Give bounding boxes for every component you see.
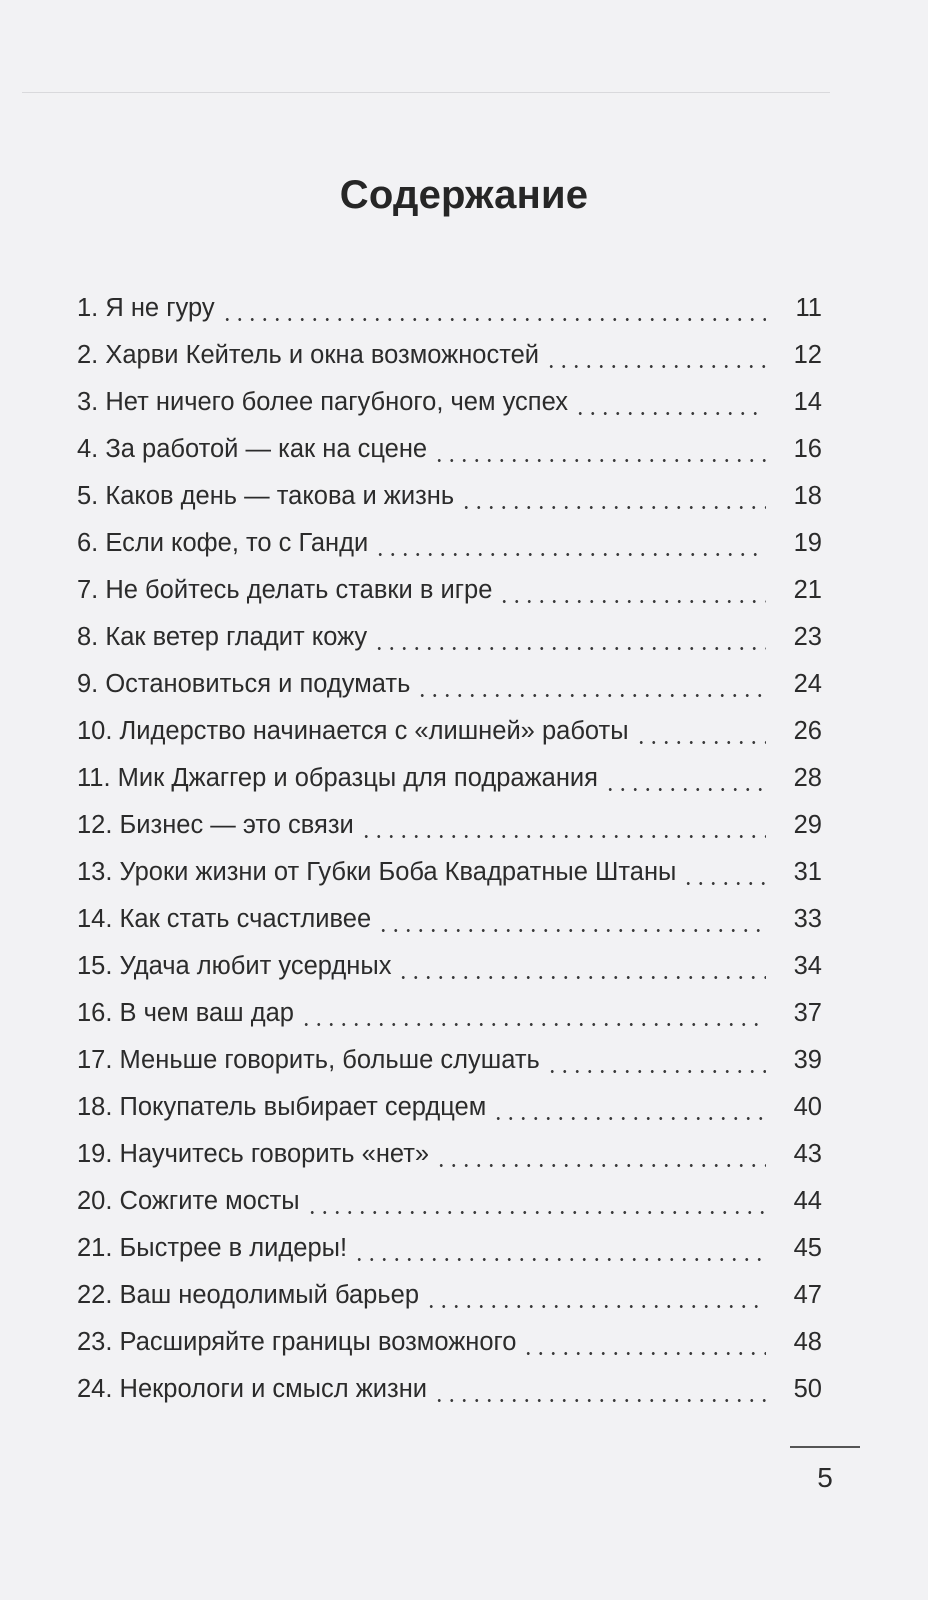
dot-leader <box>397 976 766 979</box>
dot-leader <box>492 1117 766 1120</box>
dot-leader <box>604 788 766 791</box>
toc-entry-label: 12. Бизнес — это связи <box>77 811 354 839</box>
dot-leader <box>221 318 766 321</box>
dot-leader <box>373 647 766 650</box>
toc-entry-label: 5. Каков день — такова и жизнь <box>77 482 455 510</box>
toc-entry <box>77 1319 822 1366</box>
toc-entry-label: 21. Быстрее в лидеры! <box>77 1234 348 1262</box>
toc-entry <box>77 708 822 755</box>
toc-entry-page: 21 <box>793 576 822 604</box>
toc-entry-label: 1. Я не гуру <box>77 294 215 322</box>
toc-entry <box>77 1366 822 1413</box>
toc-entry-label: 7. Не бойтесь делать ставки в игре <box>77 576 493 604</box>
toc-entry-label: 10. Лидерство начинается с «лишней» работы <box>77 717 629 745</box>
dot-leader <box>635 741 766 744</box>
dot-leader <box>306 1211 766 1214</box>
dot-leader <box>433 459 766 462</box>
toc-entry-page: 33 <box>793 905 822 933</box>
toc-entry <box>77 802 822 849</box>
dot-leader <box>498 600 766 603</box>
header-rule <box>22 92 830 93</box>
toc-entry-page: 40 <box>793 1093 822 1121</box>
toc-entry-label: 6. Если кофе, то с Ганди <box>77 529 369 557</box>
page-number: 5 <box>817 1462 833 1493</box>
toc-entry-page: 31 <box>793 858 822 886</box>
toc-entry-page: 29 <box>793 811 822 839</box>
toc-entry-label: 8. Как ветер гладит кожу <box>77 623 368 651</box>
toc-entry-page: 19 <box>793 529 822 557</box>
toc-entry-page: 50 <box>793 1375 822 1403</box>
toc-entry-page: 28 <box>793 764 822 792</box>
toc-entry-label: 11. Мик Джаггер и образцы для подражания <box>77 764 598 792</box>
toc-entry-label: 24. Некрологи и смысл жизни <box>77 1375 428 1403</box>
toc-entry <box>77 379 822 426</box>
toc-entry <box>77 943 822 990</box>
toc-entry <box>77 896 822 943</box>
dot-leader <box>353 1258 766 1261</box>
toc-entry <box>77 614 822 661</box>
toc-entry <box>77 1037 822 1084</box>
toc-entry-label: 15. Удача любит усердных <box>77 952 392 980</box>
toc-entry <box>77 285 822 332</box>
dot-leader <box>300 1023 766 1026</box>
toc-entry <box>77 520 822 567</box>
toc-entry <box>77 849 822 896</box>
toc-entry-label: 23. Расширяйте границы возможного <box>77 1328 517 1356</box>
toc-entry <box>77 1131 822 1178</box>
toc-entry-label: 3. Нет ничего более пагубного, чем успех <box>77 388 568 416</box>
toc-entry <box>77 990 822 1037</box>
toc-entry-page: 16 <box>793 435 822 463</box>
toc-entry <box>77 1084 822 1131</box>
toc-title: Содержание <box>339 172 589 217</box>
toc-entry-page: 14 <box>793 388 822 416</box>
toc-entry <box>77 473 822 520</box>
toc-entry-page: 48 <box>793 1328 822 1356</box>
dot-leader <box>416 694 766 697</box>
toc-entry-label: 20. Сожгите мосты <box>77 1187 300 1215</box>
dot-leader <box>435 1164 766 1167</box>
toc-entry-label: 9. Остановиться и подумать <box>77 670 411 698</box>
dot-leader <box>425 1305 766 1308</box>
toc-entry-label: 19. Научитесь говорить «нет» <box>77 1140 430 1168</box>
toc-entry <box>77 1225 822 1272</box>
toc-entry-page: 34 <box>793 952 822 980</box>
dot-leader <box>546 1070 766 1073</box>
toc-entry-label: 4. За работой — как на сцене <box>77 435 428 463</box>
toc-entry-label: 16. В чем ваш дар <box>77 999 294 1027</box>
toc-entry-page: 44 <box>793 1187 822 1215</box>
toc-entry <box>77 755 822 802</box>
toc-entry-label: 22. Ваш неодолимый барьер <box>77 1281 419 1309</box>
dot-leader <box>377 929 766 932</box>
toc-entry-label: 17. Меньше говорить, больше слушать <box>77 1046 540 1074</box>
toc-entry-page: 43 <box>793 1140 822 1168</box>
dot-leader <box>460 506 766 509</box>
toc-entry-page: 47 <box>793 1281 822 1309</box>
toc-list <box>77 285 822 1413</box>
dot-leader <box>682 882 766 885</box>
toc-entry-page: 26 <box>793 717 822 745</box>
dot-leader <box>522 1352 766 1355</box>
toc-entry-label: 14. Как стать счастливее <box>77 905 372 933</box>
toc-entry <box>77 332 822 379</box>
toc-entry-page: 18 <box>793 482 822 510</box>
toc-entry-page: 23 <box>793 623 822 651</box>
toc-entry-page: 12 <box>793 341 822 369</box>
toc-entry-page: 39 <box>793 1046 822 1074</box>
footer-rule <box>790 1446 860 1448</box>
toc-entry-label: 13. Уроки жизни от Губки Боба Квадратные Штаны <box>77 858 677 886</box>
dot-leader <box>545 365 766 368</box>
dot-leader <box>360 835 766 838</box>
toc-entry <box>77 426 822 473</box>
toc-entry-page: 24 <box>793 670 822 698</box>
dot-leader <box>574 412 766 415</box>
toc-entry-label: 2. Харви Кейтель и окна возможностей <box>77 341 540 369</box>
toc-entry-page: 37 <box>793 999 822 1027</box>
toc-entry <box>77 661 822 708</box>
toc-entry <box>77 1178 822 1225</box>
toc-entry <box>77 1272 822 1319</box>
toc-entry-page: 11 <box>795 294 822 322</box>
dot-leader <box>374 553 766 556</box>
dot-leader <box>433 1399 766 1402</box>
toc-entry-label: 18. Покупатель выбирает сердцем <box>77 1093 487 1121</box>
toc-entry <box>77 567 822 614</box>
toc-entry-page: 45 <box>793 1234 822 1262</box>
